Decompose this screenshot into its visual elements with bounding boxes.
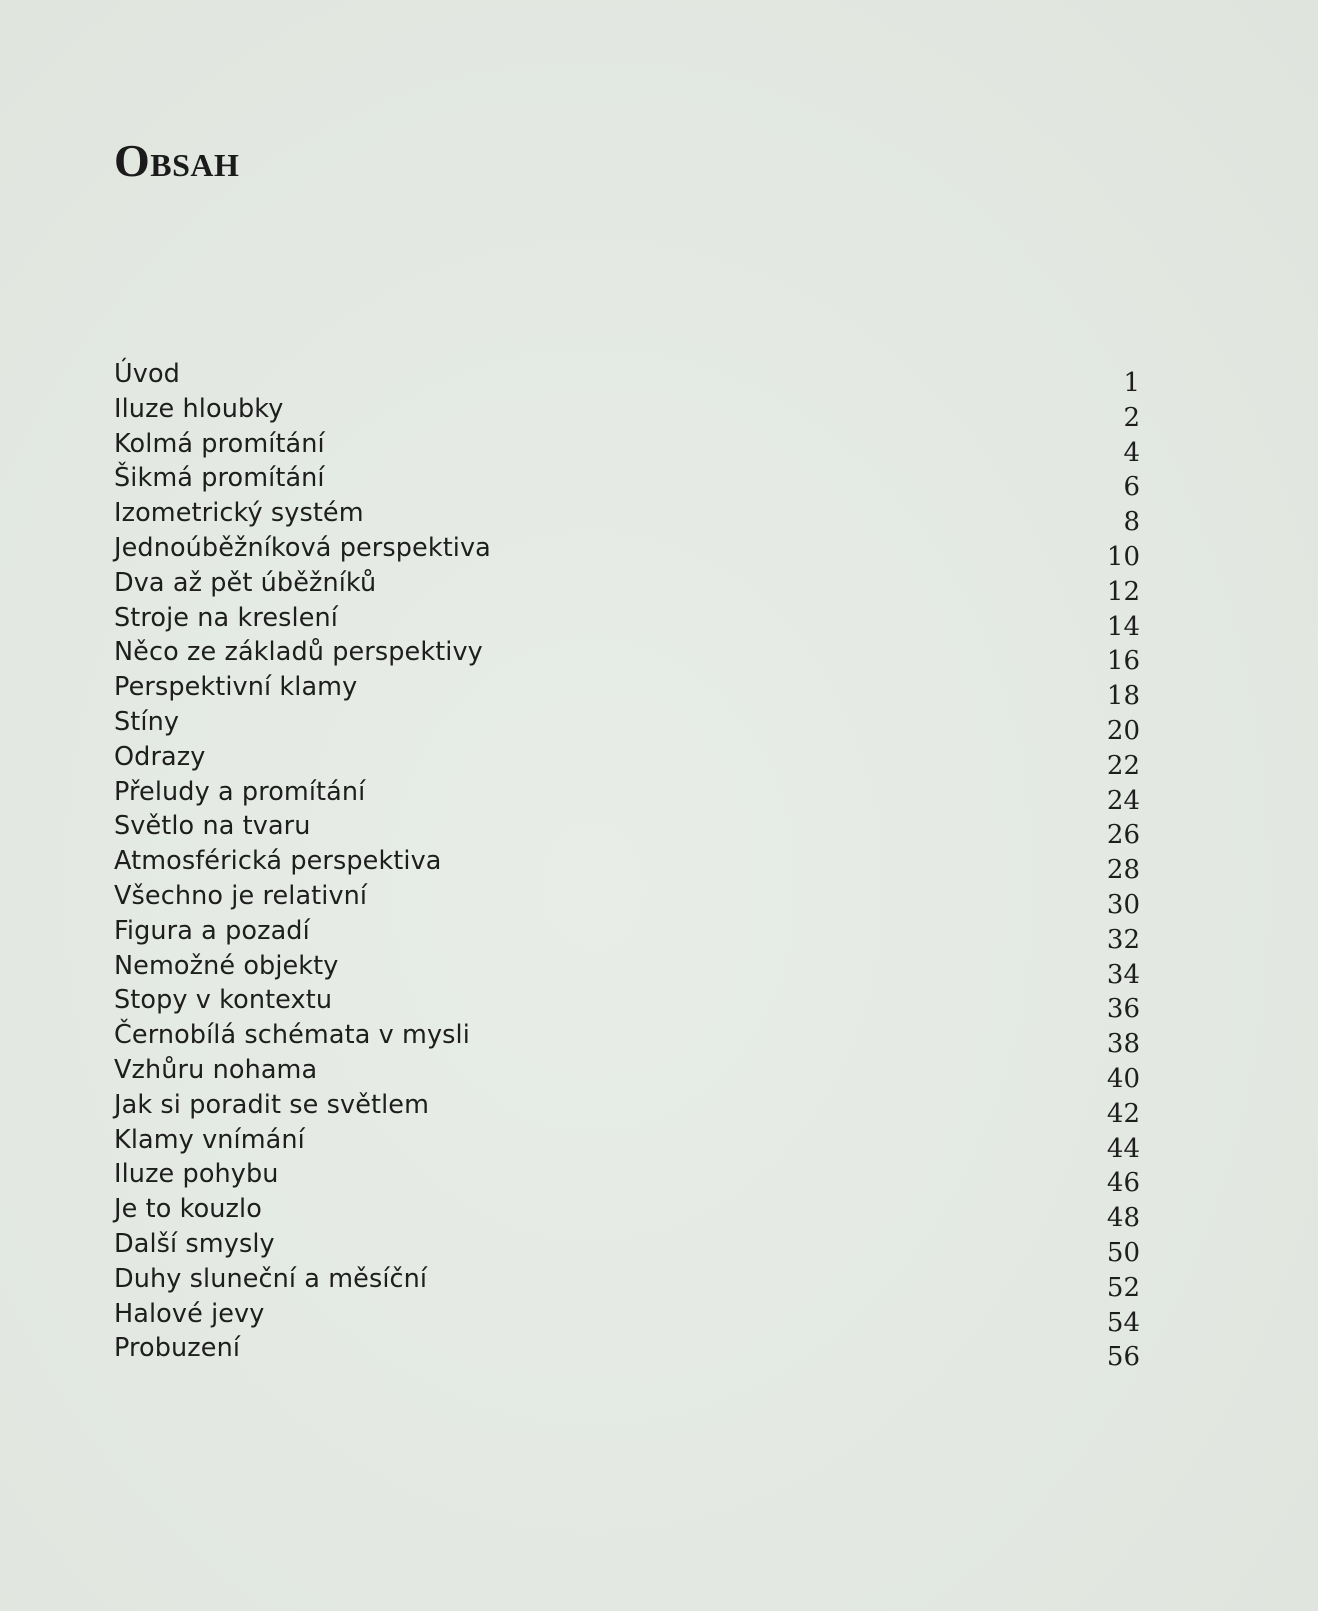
toc-entry-page-number: 42 xyxy=(1106,1098,1140,1129)
toc-entry-title: Atmosférická perspektiva xyxy=(114,846,442,877)
toc-entry-title: Všechno je relativní xyxy=(114,880,368,911)
toc-entry xyxy=(114,601,1140,642)
toc-entry-title: Jednoúběžníková perspektiva xyxy=(114,532,491,563)
toc-entry-title: Přeludy a promítání xyxy=(114,776,366,807)
toc-entry xyxy=(114,1123,1140,1164)
toc-entry-page-number: 2 xyxy=(1123,402,1140,433)
toc-entry xyxy=(114,1192,1140,1234)
toc-entry xyxy=(114,775,1140,816)
toc-entry-title: Duhy sluneční a měsíční xyxy=(114,1263,428,1294)
toc-entry-page-number: 28 xyxy=(1106,855,1140,886)
toc-entry xyxy=(114,1018,1140,1060)
toc-entry-title: Stroje na kreslení xyxy=(114,602,338,633)
toc-entry xyxy=(114,740,1140,781)
toc-entry-title: Iluze hloubky xyxy=(114,393,284,424)
toc-entry-title: Klamy vnímání xyxy=(114,1124,305,1155)
toc-entry-page-number: 46 xyxy=(1106,1168,1140,1199)
toc-entry-page-number: 38 xyxy=(1106,1029,1140,1060)
toc-entry-title: Figura a pozadí xyxy=(114,915,310,946)
toc-entry xyxy=(114,1157,1140,1199)
toc-entry xyxy=(114,635,1140,677)
toc-entry-page-number: 14 xyxy=(1106,611,1140,642)
toc-entry xyxy=(114,496,1140,538)
toc-entry xyxy=(114,531,1140,572)
toc-entry xyxy=(114,879,1140,920)
toc-entry-page-number: 24 xyxy=(1106,785,1140,816)
toc-entry-page-number: 52 xyxy=(1106,1272,1140,1303)
table-of-contents xyxy=(114,357,1140,1373)
toc-entry-page-number: 48 xyxy=(1106,1203,1140,1234)
toc-entry-page-number: 34 xyxy=(1106,959,1140,990)
toc-entry-title: Stíny xyxy=(114,706,180,737)
toc-entry-page-number: 20 xyxy=(1106,715,1140,746)
toc-entry-title: Nemožné objekty xyxy=(114,950,339,981)
toc-entry-title: Šikmá promítání xyxy=(114,463,325,494)
toc-entry-title: Stopy v kontextu xyxy=(114,985,333,1016)
toc-entry-page-number: 54 xyxy=(1106,1307,1140,1338)
toc-entry-page-number: 40 xyxy=(1106,1063,1140,1094)
toc-entry-page-number: 16 xyxy=(1106,646,1140,677)
toc-entry-title: Kolmá promítání xyxy=(114,428,325,459)
toc-entry-page-number: 4 xyxy=(1123,437,1140,468)
toc-entry-page-number: 30 xyxy=(1106,889,1140,920)
toc-entry-title: Izometrický systém xyxy=(114,498,364,529)
toc-entry xyxy=(114,1262,1140,1303)
toc-entry-page-number: 44 xyxy=(1106,1133,1140,1164)
toc-entry-title: Světlo na tvaru xyxy=(114,811,311,842)
toc-entry-page-number: 6 xyxy=(1123,472,1140,503)
toc-entry xyxy=(114,914,1140,955)
toc-entry-title: Dva až pět úběžníků xyxy=(114,567,377,598)
toc-entry-title: Černobílá schémata v mysli xyxy=(114,1020,470,1051)
toc-entry xyxy=(114,705,1140,746)
toc-entry xyxy=(114,1331,1140,1373)
toc-entry-title: Jak si poradit se světlem xyxy=(114,1089,430,1120)
toc-entry-title: Je to kouzlo xyxy=(114,1194,262,1225)
toc-entry xyxy=(114,844,1140,886)
toc-entry-page-number: 50 xyxy=(1106,1237,1140,1268)
toc-entry xyxy=(114,357,1140,398)
toc-entry-page-number: 36 xyxy=(1106,994,1140,1025)
toc-entry xyxy=(114,1297,1140,1338)
toc-entry-title: Halové jevy xyxy=(114,1298,265,1329)
toc-entry-title: Vzhůru nohama xyxy=(114,1054,318,1085)
toc-entry xyxy=(114,566,1140,607)
toc-entry-page-number: 32 xyxy=(1106,924,1140,955)
toc-entry-page-number: 10 xyxy=(1106,541,1140,572)
toc-entry xyxy=(114,1053,1140,1094)
toc-entry-title: Úvod xyxy=(114,359,180,389)
toc-entry-title: Odrazy xyxy=(114,741,206,772)
page-title: Obsah xyxy=(114,135,240,186)
toc-entry-title: Další smysly xyxy=(114,1228,275,1259)
toc-entry-title: Něco ze základů perspektivy xyxy=(114,637,483,668)
toc-entry-page-number: 56 xyxy=(1106,1342,1140,1373)
toc-entry-page-number: 22 xyxy=(1106,750,1140,781)
toc-entry-title: Probuzení xyxy=(114,1333,241,1364)
toc-entry-page-number: 18 xyxy=(1106,681,1140,712)
toc-entry xyxy=(114,949,1140,990)
toc-entry xyxy=(114,670,1140,712)
toc-entry xyxy=(114,983,1140,1025)
toc-entry-title: Perspektivní klamy xyxy=(114,672,358,703)
toc-entry-page-number: 26 xyxy=(1106,820,1140,851)
toc-entry xyxy=(114,1088,1140,1129)
toc-entry-page-number: 1 xyxy=(1123,368,1140,398)
toc-entry-page-number: 12 xyxy=(1106,576,1140,607)
toc-entry-page-number: 8 xyxy=(1123,507,1140,538)
toc-entry xyxy=(114,809,1140,851)
toc-entry xyxy=(114,427,1140,468)
toc-entry xyxy=(114,392,1140,433)
toc-entry xyxy=(114,461,1140,503)
toc-entry-title: Iluze pohybu xyxy=(114,1159,279,1190)
toc-entry xyxy=(114,1227,1140,1268)
